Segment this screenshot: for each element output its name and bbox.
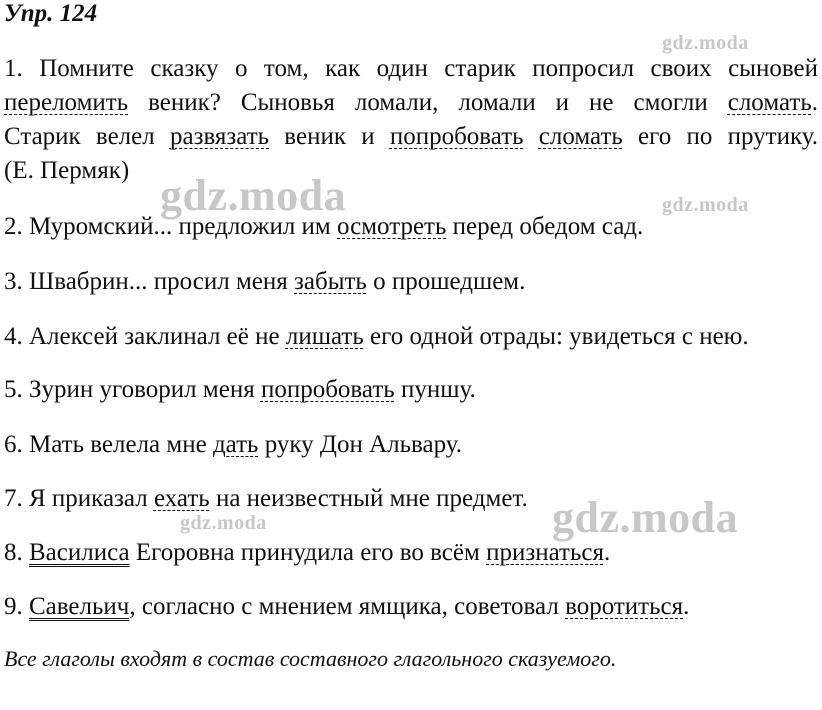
- verb-underlined: попробовать: [389, 123, 524, 150]
- sentence-text: 4. Алексей заклинал её не: [4, 323, 286, 350]
- verb-underlined: сломать: [538, 123, 623, 150]
- verb-underlined: признаться: [486, 539, 604, 566]
- watermark: gdz.moda: [552, 493, 739, 542]
- sentence-5: [4, 375, 476, 405]
- sentence-text: 5. Зурин уговорил меня: [4, 376, 261, 403]
- conclusion-note: Все глаголы входят в состав составного глагольного сказуемого.: [4, 646, 617, 671]
- sentence-8: [4, 538, 610, 568]
- sentence-text: руку Дон Альвару.: [258, 431, 463, 458]
- sentence-text: 9.: [4, 593, 29, 620]
- watermark: gdz.moda: [662, 32, 749, 54]
- verb-underlined: дать: [212, 431, 259, 458]
- sentence-text: пуншу.: [394, 376, 476, 403]
- verb-underlined: переломить: [4, 89, 129, 116]
- verb-underlined: лишать: [285, 323, 364, 350]
- sentence-1-author: (Е. Пермяк): [4, 157, 130, 184]
- sentence-7: [4, 484, 528, 514]
- sentence-text: Егоровна принудила его во всём: [129, 539, 487, 566]
- verb-underlined: попробовать: [260, 376, 395, 403]
- verb-underlined: ехать: [153, 485, 210, 512]
- watermark: gdz.moda: [180, 512, 267, 534]
- sentence-text: .: [683, 593, 690, 620]
- sentence-text: , согласно с мнением ямщика, советовал: [129, 593, 566, 620]
- verb-underlined: забыть: [294, 268, 367, 295]
- sentence-text: 7. Я приказал: [4, 485, 154, 512]
- subject-underlined: Василиса: [29, 539, 130, 566]
- sentence-text: [524, 123, 539, 150]
- sentence-9: [4, 592, 689, 622]
- sentence-text: 2. Муромский... предложил им: [4, 213, 337, 240]
- sentence-text: .: [603, 539, 611, 566]
- sentence-1-line-3: [4, 122, 818, 152]
- verb-underlined: сломать: [727, 89, 812, 116]
- exercise-title: Упр. 124: [4, 0, 98, 27]
- sentence-text: о прошедшем.: [366, 268, 526, 295]
- sentence-1-line-1: [4, 54, 818, 84]
- sentence-text: веник? Сыновья ломали, ломали и не смогли: [128, 89, 728, 116]
- sentence-text: веник и: [269, 123, 390, 150]
- sentence-text: 3. Швабрин... просил меня: [4, 268, 295, 295]
- sentence-text: его одной отрады: увидеться с нею.: [363, 323, 749, 350]
- verb-underlined: осмотреть: [337, 213, 447, 240]
- sentence-1-line-2: [4, 88, 818, 118]
- sentence-text: его по прутику.: [622, 123, 819, 150]
- sentence-text: перед обедом сад.: [446, 213, 644, 240]
- subject-underlined: Савельич: [29, 593, 130, 620]
- sentence-text: 6. Мать велела мне: [4, 431, 213, 458]
- sentence-text: Старик велел: [4, 123, 170, 150]
- sentence-4: [4, 322, 749, 352]
- sentence-text: .: [811, 89, 818, 116]
- sentence-3: [4, 267, 525, 297]
- watermark: gdz.moda: [662, 194, 749, 216]
- sentence-text: на неизвестный мне предмет.: [209, 485, 528, 512]
- verb-underlined: воротиться: [565, 593, 684, 620]
- sentence-text: 8.: [4, 539, 29, 566]
- sentence-6: [4, 430, 462, 460]
- watermark: gdz.moda: [160, 171, 347, 220]
- sentence-1-text: 1. Помните сказку о том, как один старик попросил своих сыновей: [4, 55, 818, 82]
- verb-underlined: развязать: [169, 123, 270, 150]
